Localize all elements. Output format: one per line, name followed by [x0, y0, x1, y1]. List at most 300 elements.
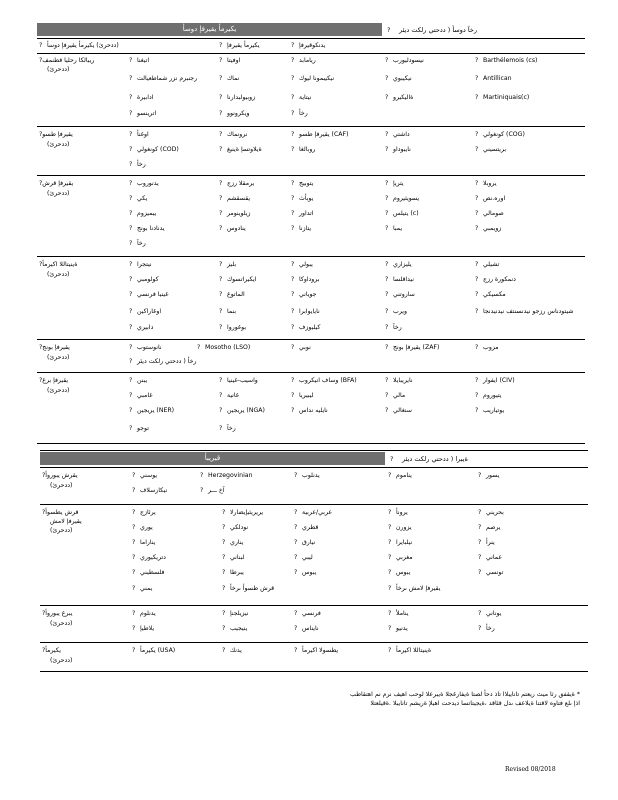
checkbox[interactable]: ? [291, 110, 295, 117]
list-item: ? يناملأ [388, 610, 409, 617]
checkbox[interactable]: ? [294, 647, 298, 654]
list-item: ? يمني [132, 585, 153, 592]
checkbox[interactable]: ? [219, 57, 223, 64]
second-table [40, 450, 588, 672]
checkbox[interactable]: ? [475, 57, 479, 64]
list-item: ? يناموم [388, 472, 412, 479]
south-africa-label: ?يقيرفإ بونج [39, 344, 70, 351]
checkbox[interactable]: ? [39, 261, 43, 268]
checkbox[interactable]: ? [385, 180, 389, 187]
revision-date: Revised 08/2018 [505, 766, 556, 773]
checkbox[interactable]: ? [385, 146, 389, 153]
checkbox[interactable]: ? [475, 146, 479, 153]
list-item: ? يرئازج [132, 509, 156, 516]
checkbox[interactable]: ? [132, 610, 136, 617]
checkbox[interactable]: ? [388, 524, 392, 531]
checkbox[interactable]: ? [219, 94, 223, 101]
list-item: ? غانية [219, 392, 240, 399]
list-item: ? يطسولا اكيرمأ [294, 647, 339, 654]
checkbox[interactable]: ? [219, 225, 223, 232]
list-item: ? يقيرفإ بونج (ZAF) [385, 344, 440, 351]
list-item: ? يوناني [478, 610, 502, 617]
list-item: ? رجنبرم نزر شماطعيالت [129, 75, 198, 82]
checkbox[interactable]: ? [291, 210, 295, 217]
checkbox[interactable]: ? [132, 569, 136, 576]
list-item: ? نيسودليورب [385, 57, 424, 64]
checkbox[interactable]: ? [475, 377, 479, 384]
list-item: ? يوتياريب [475, 407, 505, 414]
checkbox[interactable]: ? [129, 425, 133, 432]
list-item: ? روبالغا [291, 146, 316, 153]
checkbox[interactable]: ? [132, 487, 136, 494]
checkbox[interactable]: ? [388, 472, 392, 479]
checkbox[interactable]: ? [385, 377, 389, 384]
list-item: ? عربي/عربية [294, 509, 333, 516]
checkbox[interactable]: ? [219, 392, 223, 399]
checkbox[interactable]: ? [475, 75, 479, 82]
checkbox[interactable]: ? [129, 261, 133, 268]
list-item: ? ايفوار (CIV) [475, 377, 515, 384]
list-item: ? ليبيريا [291, 392, 314, 399]
checkbox[interactable]: ? [291, 308, 295, 315]
checkbox[interactable]: ? [475, 291, 479, 298]
latin-america-label2: (ددحرئ) [47, 271, 70, 278]
checkbox[interactable]: ? [385, 344, 389, 351]
list-item: ? ريامابد [291, 57, 316, 64]
list-item: ? ويرب [385, 308, 407, 315]
list-item: ? اوفيتا [219, 57, 241, 64]
checkbox[interactable]: ? [219, 42, 223, 49]
checkbox[interactable]: ? [388, 647, 392, 654]
list-item: ? يكيرمأ (USA) [132, 647, 176, 654]
americas-sub-row [37, 39, 585, 54]
americas-header-bar: يكيرمأ يقيرفإ دوسأ [37, 23, 382, 36]
checkbox[interactable]: ? [132, 509, 136, 516]
checkbox[interactable]: ? [388, 569, 392, 576]
checkbox[interactable]: ? [291, 195, 295, 202]
list-item: ? مغربي [388, 554, 413, 561]
list-item: ? بنما [219, 308, 237, 315]
list-item: ? نيزيلجنإ [222, 610, 249, 617]
checkbox[interactable]: ? [478, 610, 482, 617]
checkbox[interactable]: ? [219, 324, 223, 331]
checkbox[interactable]: ? [294, 554, 298, 561]
list-item: ? دنمكورة رزج [475, 276, 516, 283]
list-item: ? يزورن [388, 524, 412, 531]
list-item: ? نرونماك [219, 131, 248, 138]
checkbox[interactable]: ? [132, 524, 136, 531]
checkbox[interactable]: ? [200, 487, 204, 494]
checkbox[interactable]: ? [222, 625, 226, 632]
list-item: ? يروبلا [475, 180, 497, 187]
checkbox[interactable]: ? [219, 180, 223, 187]
checkbox[interactable]: ? [132, 625, 136, 632]
list-item: ? قطري [294, 524, 319, 531]
checkbox[interactable]: ? [219, 110, 223, 117]
list-item: ? نيكيبوي [385, 75, 412, 82]
checkbox[interactable]: ? [291, 291, 295, 298]
list-item: ? عماني [478, 554, 503, 561]
list-item: ? شيتودناس رزجو نيدنسنتف نيدنيدنجا [475, 308, 574, 315]
americas-header-label: رخآ دوسأ ( ددحتي رلكت ديئر [399, 26, 477, 34]
middle-east-label3: (ددحرئ) [50, 527, 73, 534]
checkbox[interactable]: ? [291, 131, 295, 138]
list-item: ? يدنوروب [129, 180, 159, 187]
checkbox[interactable]: ? [222, 647, 226, 654]
checkbox[interactable]: ? [475, 180, 479, 187]
eastern-europe-label: ?يقرش يبوروأ [42, 472, 78, 479]
list-item: ? يبنن [129, 377, 148, 384]
american-label2: (ددحرئ) [50, 657, 73, 664]
list-item: ? يتوبيج [291, 180, 314, 187]
list-item: ? نماك [219, 75, 240, 82]
west-africa-section [37, 373, 585, 444]
checkbox[interactable]: ? [219, 308, 223, 315]
checkbox[interactable]: ? [42, 647, 46, 654]
checkbox[interactable]: ? [291, 261, 295, 268]
list-item: ? جوياني [291, 291, 317, 298]
asia-header-bar: قيريبأ [40, 452, 385, 465]
checkbox[interactable]: ? [129, 75, 133, 82]
list-item: ? نيتاية [291, 94, 312, 101]
checkbox[interactable]: ? [291, 42, 295, 49]
list-item: ? الماتوغ [219, 291, 245, 298]
list-item: ? يوسني [132, 472, 158, 479]
list-item: ? بروداوكا [291, 276, 320, 283]
list-item: ? نايناس [294, 625, 319, 632]
checkbox[interactable]: ? [129, 291, 133, 298]
checkbox[interactable]: ? [222, 539, 226, 546]
checkbox[interactable]: ? [291, 180, 295, 187]
checkbox[interactable]: ? [42, 610, 46, 617]
checkbox[interactable]: ? [475, 94, 479, 101]
east-africa-section [37, 176, 585, 257]
checkbox[interactable]: ? [129, 161, 133, 168]
checkbox[interactable]: ? [385, 94, 389, 101]
list-item: ? يبوس [294, 569, 317, 576]
list-item: ? لبناني [222, 554, 245, 561]
list-item: ? Mosotho (LSO) [197, 344, 251, 351]
checkbox[interactable]: ? [39, 57, 43, 64]
list-item: ? نيداقلسا [385, 276, 414, 283]
checkbox[interactable]: ? [388, 539, 392, 546]
list-item: ? تشيلي [475, 261, 500, 268]
checkbox[interactable]: ? [291, 276, 295, 283]
western-europe-label2: (ددحرئ) [50, 620, 73, 627]
checkbox[interactable]: ? [388, 610, 392, 617]
checkbox[interactable]: ? [129, 225, 133, 232]
checkbox[interactable]: ? [200, 472, 204, 479]
checkbox[interactable]: ? [291, 146, 295, 153]
checkbox[interactable]: ? [385, 57, 389, 64]
checkbox[interactable]: ? [385, 392, 389, 399]
checkbox[interactable]: ? [291, 392, 295, 399]
list-item: ? ينادوس [219, 225, 246, 232]
checkbox[interactable]: ? [291, 407, 295, 414]
americas-sub-1: يكيرمأ يقيرفإ [227, 42, 260, 49]
list-item: ? ةيلاوتسإ ةينيغ [219, 146, 262, 153]
list-item: ? رخأ [478, 625, 495, 632]
checkbox[interactable]: ? [294, 610, 298, 617]
checkbox[interactable]: ? [222, 585, 226, 592]
western-europe-section [40, 606, 588, 643]
checkbox[interactable]: ? [385, 195, 389, 202]
checkbox[interactable]: ? [132, 647, 136, 654]
checkbox[interactable]: ? [478, 472, 482, 479]
checkbox[interactable]: ? [129, 308, 133, 315]
checkbox[interactable]: ? [222, 509, 226, 516]
checkbox[interactable]: ? [132, 539, 136, 546]
checkbox[interactable]: ? [129, 146, 133, 153]
checkbox[interactable]: ? [385, 75, 389, 82]
list-item: ? يدنادنا بونج [129, 225, 165, 232]
list-item: ? كولومبي [129, 276, 159, 283]
list-item: ? اوره.نص [475, 195, 506, 202]
list-item: ? دتريكيوري [132, 554, 166, 561]
checkbox[interactable]: ? [475, 131, 479, 138]
checkbox[interactable]: ? [42, 509, 46, 516]
checkbox[interactable]: ? [129, 180, 133, 187]
list-item: ? دابيري [129, 324, 154, 331]
checkbox[interactable]: ? [132, 585, 136, 592]
list-item: ? آخ ـــر [200, 487, 225, 494]
question-mark-checkbox[interactable]: ? [390, 455, 394, 463]
checkbox[interactable]: ? [475, 276, 479, 283]
list-item: ? يلاطيإ [132, 625, 155, 632]
west-africa-label2: (ددحرئ) [47, 387, 70, 394]
central-africa-section [37, 127, 585, 176]
checkbox[interactable]: ? [478, 509, 482, 516]
list-item: ? مزوب [475, 344, 499, 351]
list-item: ? بحريني [478, 509, 504, 516]
checkbox[interactable]: ? [129, 210, 133, 217]
list-item: ? فلسطيني [132, 569, 165, 576]
checkbox[interactable]: ? [294, 472, 298, 479]
list-item: ? يرمقلا رزج [219, 180, 255, 187]
list-item: ? زويمبي [475, 225, 502, 232]
checkbox[interactable]: ? [129, 392, 133, 399]
checkbox[interactable]: ? [129, 276, 133, 283]
checkbox[interactable]: ? [294, 539, 298, 546]
middle-east-label: ?قرش يطسوأ [42, 509, 79, 516]
list-item: ? ايكيراتسوك [219, 276, 257, 283]
checkbox[interactable]: ? [475, 195, 479, 202]
checkbox[interactable]: ? [197, 344, 201, 351]
checkbox[interactable]: ? [475, 344, 479, 351]
asia-header-label: ةيبرا ( ددحتي رلكت ديئر [402, 455, 468, 463]
list-item: ? نايريبايلا [385, 377, 413, 384]
list-item: ? نيلبايرا [388, 539, 413, 546]
list-item: ? كونغولي (COG) [475, 131, 525, 138]
middle-east-section [40, 505, 588, 606]
list-item: ? يدنلوب [294, 472, 320, 479]
checkbox[interactable]: ? [385, 308, 389, 315]
list-item: ? بوغوروا [219, 324, 247, 331]
list-item: ? نيتجرا [129, 261, 152, 268]
checkbox[interactable]: ? [219, 210, 223, 217]
south-africa-label2: (ددحرئ) [47, 354, 70, 361]
list-item: ? يريجين (NGA) [219, 407, 265, 414]
footnote-line-1: ةيقفق رثا ميث ريعتم تانايبلاا تاذ دحأ لصتا ةيفارغجلا ةيبرعلا لوحب اهيف نرم نم اهتقاطب [350, 691, 575, 698]
checkbox[interactable]: ? [385, 407, 389, 414]
checkbox[interactable]: ? [129, 407, 133, 414]
checkbox[interactable]: ? [129, 377, 133, 384]
checkbox[interactable]: ? [129, 344, 133, 351]
list-item: ? صومالي [475, 210, 504, 217]
checkbox[interactable]: ? [388, 554, 392, 561]
checkbox[interactable]: ? [291, 377, 295, 384]
checkbox[interactable]: ? [478, 539, 482, 546]
list-item: ? يرونأ [388, 509, 408, 516]
checkbox[interactable]: ? [291, 324, 295, 331]
list-item: ? يبميزوم [129, 210, 157, 217]
list-item: ? يوبأث [291, 195, 314, 202]
list-item: ? رخأ ( ددحتي رلكت ديئر [129, 358, 197, 365]
checkbox[interactable]: ? [39, 180, 43, 187]
checkbox[interactable]: ? [475, 225, 479, 232]
checkbox[interactable]: ? [475, 308, 479, 315]
list-item: ? يسويثيروم [385, 195, 420, 202]
checkbox[interactable]: ? [291, 75, 295, 82]
checkbox[interactable]: ? [478, 569, 482, 576]
checkbox[interactable]: ? [388, 585, 392, 592]
checkbox[interactable]: ? [219, 195, 223, 202]
checkbox[interactable]: ? [388, 625, 392, 632]
list-item: ? يتيلس (c) [385, 210, 419, 217]
checkbox[interactable]: ? [129, 94, 133, 101]
checkbox[interactable]: ? [132, 472, 136, 479]
checkbox[interactable]: ? [219, 377, 223, 384]
list-item: ? ادابيرة [129, 94, 154, 101]
list-item: ? ةينيتاللا اكيرمأ [388, 647, 432, 654]
checkbox[interactable]: ? [129, 358, 133, 365]
checkbox[interactable]: ? [219, 261, 223, 268]
list-item: ? غينيا فرنسي [129, 291, 169, 298]
checkbox[interactable]: ? [385, 210, 389, 217]
list-item: ? يتيوروم [475, 392, 502, 399]
checkbox[interactable]: ? [42, 472, 46, 479]
list-item: ? يناري [222, 539, 244, 546]
list-item: ? Martiniquais(c) [475, 94, 530, 101]
list-item: ? يمبا [385, 225, 403, 232]
list-item: ? نانوستوب [129, 344, 162, 351]
checkbox[interactable]: ? [294, 569, 298, 576]
western-europe-label: ?يبرغ يبوروأ [42, 610, 73, 617]
list-item: ? ينيجيب [222, 625, 248, 632]
footnote-line-2: اذإ ىلع فتاوه لاقتنا ةيلاعف ىدل قئاقد ،ةيجيتاتسا ديدحت اهيلإ ةريشم تانايبلا .ةقيلعتلا [370, 700, 580, 707]
list-item: ? يناراما [132, 539, 156, 546]
latin-america-label: ?ةينيتاللا اكيرمأ [39, 261, 78, 268]
checkbox[interactable]: ? [294, 524, 298, 531]
checkbox[interactable]: ? [222, 554, 226, 561]
checkbox[interactable]: ? [129, 240, 133, 247]
checkbox[interactable]: ? [132, 554, 136, 561]
checkbox[interactable]: ? [385, 131, 389, 138]
footnote-bullet: * [576, 691, 580, 698]
caribbean-label: ?ريبالكا رحليا قطنمف [39, 57, 95, 64]
central-africa-label: ?يقيرفإ طسو [39, 131, 73, 138]
list-item: ? ساروتني [385, 291, 415, 298]
list-item: ? اتداور [291, 210, 314, 217]
checkbox[interactable]: ? [219, 425, 223, 432]
checkbox[interactable]: ? [222, 569, 226, 576]
checkbox[interactable]: ? [385, 225, 389, 232]
americas-sub-2: يدنكوقيرفإ [299, 42, 326, 49]
checkbox[interactable]: ? [222, 524, 226, 531]
checkbox[interactable]: ? [291, 57, 295, 64]
list-item: ? نايبوداو [385, 146, 411, 153]
list-item: ? نايايوابرا [291, 308, 320, 315]
east-africa-label2: (ددحرئ) [47, 190, 70, 197]
checkbox[interactable]: ? [219, 291, 223, 298]
list-item: ? فرنسي [294, 610, 321, 617]
checkbox[interactable]: ? [129, 110, 133, 117]
list-item: ? كونغولي (COD) [129, 146, 179, 153]
checkbox[interactable]: ? [294, 509, 298, 516]
checkbox[interactable]: ? [129, 131, 133, 138]
checkbox[interactable]: ? [291, 94, 295, 101]
list-item: ? مكسيكي [475, 291, 506, 298]
checkbox[interactable]: ? [219, 407, 223, 414]
list-item: ? يقيرفإ لامش ىرخأ [388, 585, 441, 592]
question-mark-checkbox[interactable]: ? [387, 26, 391, 34]
checkbox[interactable]: ? [219, 276, 223, 283]
checkbox[interactable]: ? [385, 324, 389, 331]
americas-sub-label: ددحرئ) يكيرمأ يقيرفإ دوسأ) [47, 42, 119, 49]
checkbox[interactable]: ? [388, 509, 392, 516]
checkbox[interactable]: ? [219, 75, 223, 82]
list-item: ? رخآ [219, 425, 236, 432]
checkbox[interactable]: ? [478, 554, 482, 561]
list-item: ? Antillican [475, 75, 512, 82]
checkbox[interactable]: ? [475, 261, 479, 268]
checkbox[interactable]: ? [219, 131, 223, 138]
checkbox[interactable]: ? [39, 131, 43, 138]
list-item: ? داشتي [385, 131, 410, 138]
list-item: ? يريجين (NER) [129, 407, 175, 414]
checkbox[interactable]: ? [129, 57, 133, 64]
checkbox[interactable]: ? [294, 625, 298, 632]
list-item: ? يبرطا [222, 569, 244, 576]
checkbox[interactable]: ? [219, 146, 223, 153]
list-item: ? مالي [385, 392, 406, 399]
checkbox[interactable]: ? [39, 344, 43, 351]
list-item: ? رخأ [129, 161, 146, 168]
checkbox[interactable]: ? [475, 407, 479, 414]
list-item: ? يتازنا [291, 225, 312, 232]
checkbox[interactable]: ? [129, 324, 133, 331]
checkbox[interactable]: ? [385, 261, 389, 268]
asia-header [40, 450, 588, 468]
checkbox[interactable]: ? [39, 377, 43, 384]
checkbox[interactable]: ? [385, 276, 389, 283]
list-item: ? يقسقشم [219, 195, 251, 202]
list-item: ? اتيغنا [129, 57, 150, 64]
checkbox[interactable]: ? [222, 610, 226, 617]
list-item: ? نيارق [294, 539, 316, 546]
checkbox[interactable]: ? [129, 195, 133, 202]
checkbox[interactable]: ? [39, 42, 43, 49]
checkbox[interactable]: ? [478, 524, 482, 531]
checkbox[interactable]: ? [385, 291, 389, 298]
checkbox[interactable]: ? [478, 625, 482, 632]
list-item: ? ينرأ [478, 539, 495, 546]
list-item: ? Herzegovinian [200, 472, 253, 479]
checkbox[interactable]: ? [475, 210, 479, 217]
checkbox[interactable]: ? [291, 225, 295, 232]
checkbox[interactable]: ? [291, 344, 295, 351]
checkbox[interactable]: ? [475, 392, 479, 399]
